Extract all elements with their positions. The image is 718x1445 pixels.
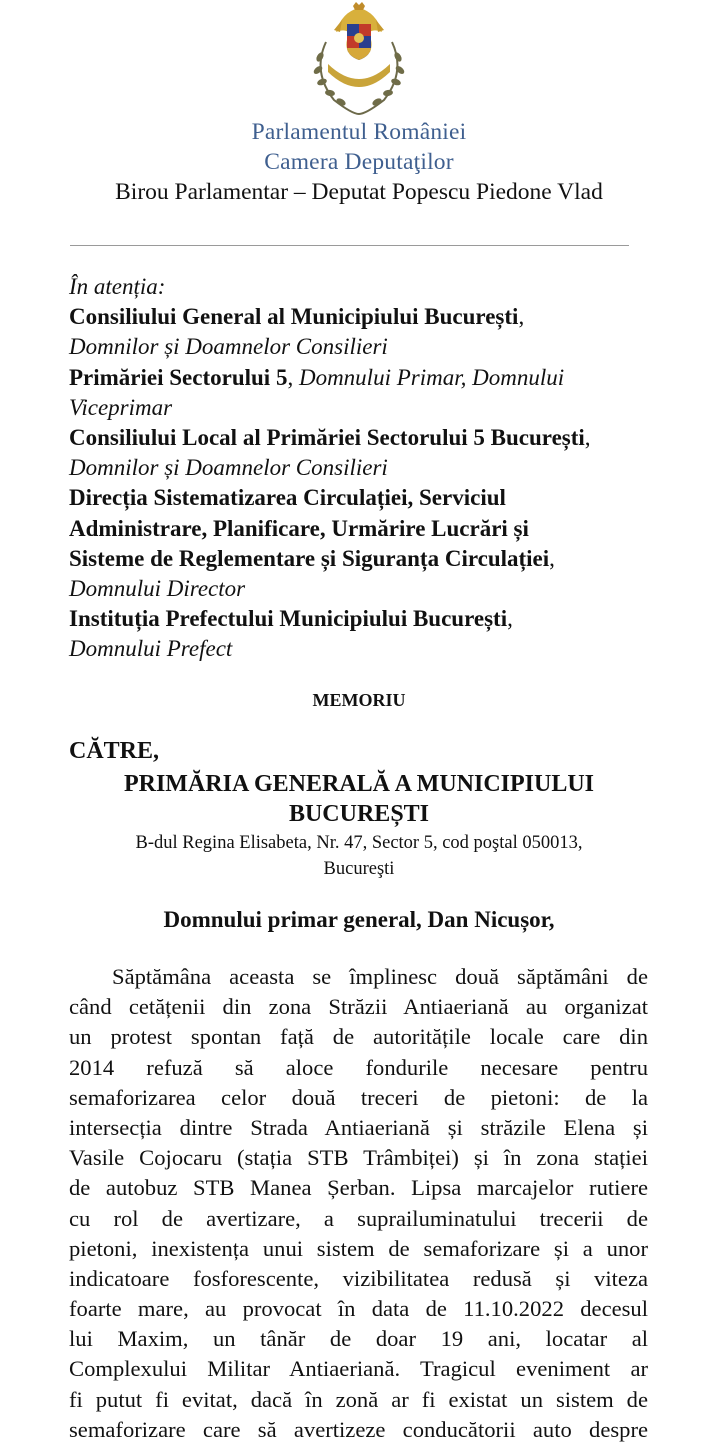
to-label: CĂTRE, [69,738,160,764]
recipient-line: Instituția Prefectului Municipiului București, [69,606,513,632]
body-line: fi putut fi evitat, dacă în zonă ar fi existat un sistem de [69,1386,648,1412]
recipient-line: Domnului Prefect [69,636,233,662]
chamber-title: Camera Deputaţilor [264,149,454,175]
body-line: când cetățenii din zona Străzii Antiaeriană au organizat [69,994,648,1020]
body-line: pietoni, inexistența unui sistem de semaforizare și a unor [69,1235,648,1261]
body-line: lui Maxim, un tânăr de doar 19 ani, locatar al [69,1326,648,1352]
recipient-line: Direcția Sistematizarea Circulației, Serviciul [69,485,506,511]
body-line: de autobuz STB Manea Șerban. Lipsa marcajelor rutiere [69,1175,648,1201]
recipient-line: Sisteme de Reglementare și Siguranța Circulației, [69,545,555,571]
body-line: indicatoare fosforescente, vizibilitatea redusă și viteza [69,1265,648,1291]
recipient-address: B-dul Regina Elisabeta, Nr. 47, Sector 5, cod poştal 050013, Bucureşti [135,833,583,879]
attention-label: În atenția: [69,274,166,299]
body-line: Vasile Cojocaru (stația STB Trâmbiței) și în zona stației [69,1145,648,1171]
office-title: Birou Parlamentar – Deputat Popescu Piedone Vlad [115,179,603,205]
recipient-line: Domnilor și Doamnelor Consilieri [69,334,388,360]
body-line: intersecția dintre Strada Antiaeriană și străzile Elena și [69,1114,648,1140]
recipient-line: Domnilor și Doamnelor Consilieri [69,455,388,481]
recipient-line: Domnului Director [69,576,246,602]
body-line: foarte mare, au provocat în data de 11.10.2022 decesul [69,1296,648,1322]
header-divider [70,245,629,246]
recipient-line: Consiliului General al Municipiului București, [69,304,525,330]
recipient-line: Administrare, Planificare, Urmărire Lucrări și [69,515,529,541]
attention-block [69,272,649,665]
recipient-line: Primăriei Sectorului 5, Domnului Primar, Domnului [69,364,565,390]
body-line: semaforizare care să avertizeze conducătorii auto despre [69,1416,648,1442]
recipient-institution: PRIMĂRIA GENERALĂ A MUNICIPIULUI BUCUREȘTI [123,771,595,827]
coat-of-arms-emblem [304,2,414,118]
body-line: Complexului Militar Antiaeriană. Tragicul eveniment ar [69,1356,648,1382]
body-line: cu rol de avertizare, a suprailuminatului trecerii de [69,1205,648,1231]
body-line: Săptămâna aceasta se împlinesc două săptămâni de [112,964,648,989]
body-line: un protest spontan față de autoritățile locale care din [69,1024,648,1050]
body-line: 2014 refuză să aloce fondurile necesare pentru [69,1054,648,1080]
memo-body-paragraph [69,962,648,1445]
salutation: Domnului primar general, Dan Nicușor, [163,907,555,932]
recipient-line: Viceprimar [69,394,173,420]
recipient-line: Consiliului Local al Primăriei Sectorului 5 București, [69,425,591,451]
document-type-heading: MEMORIU [312,690,406,710]
institution-title: Parlamentul României [251,119,467,145]
body-line: semaforizarea celor două treceri de pietoni: de la [69,1084,648,1110]
